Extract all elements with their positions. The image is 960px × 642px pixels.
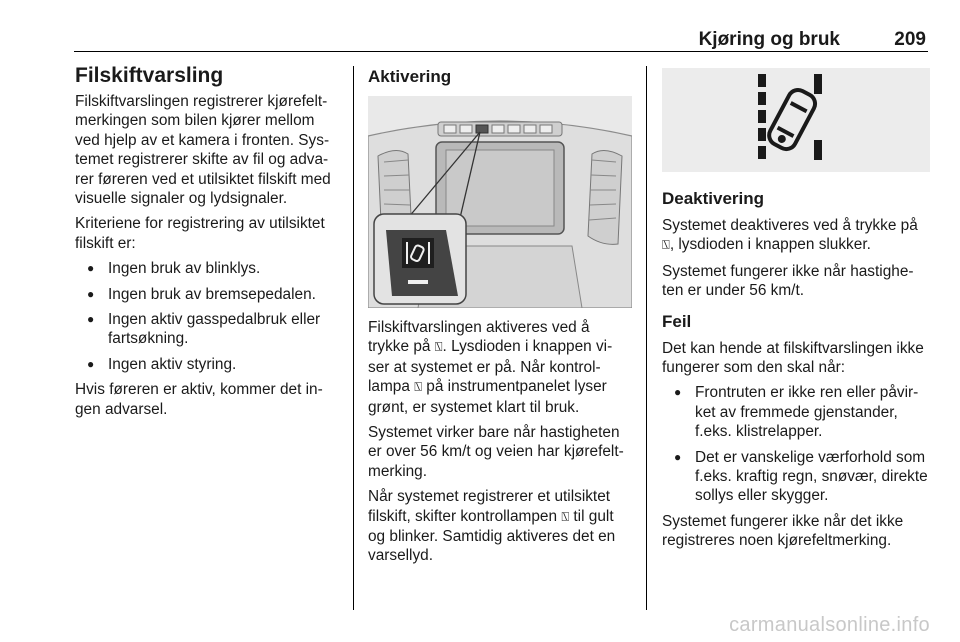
header-title: Kjøring og bruk: [698, 29, 840, 50]
column-left: [75, 64, 343, 425]
fault-list: [662, 383, 930, 505]
paragraph: Systemet virker bare når hastigheten er over 56 km/t og veien har kjørefelt-merking.: [368, 424, 624, 480]
paragraph: Systemet fungerer ikke når hastighe-ten er under 56 km/t.: [662, 262, 914, 300]
list-item: ● Det er vanskelige værforhold som f.eks. kraftig regn, snøvær, direkte sollys eller skygger.: [662, 448, 930, 506]
list-item: ● Ingen bruk av bremsepedalen.: [75, 285, 343, 304]
lane-departure-icon: ⍂: [414, 380, 423, 396]
lane-departure-icon: ⍂: [662, 238, 670, 254]
list-item: ● Ingen aktiv gasspedalbruk eller fartsøkning.: [75, 310, 343, 349]
paragraph: Filskiftvarslingen aktiveres ved å trykke på ⍂. Lysdioden i knappen vi-ser at systemet er på. Når kontrol-lampa ⍂ på instrumentpanelet lyser grønt, er systemet klart til bruk.: [368, 319, 613, 416]
section-heading-aktivering: Aktivering: [368, 67, 452, 86]
lane-departure-symbol-illustration: [662, 68, 930, 172]
column-divider: [353, 66, 354, 610]
section-heading-feil: Feil: [662, 311, 692, 331]
list-item: ● Frontruten er ikke ren eller påvir-ket av fremmede gjenstander, f.eks. klistrelapper.: [662, 383, 930, 441]
paragraph: Når systemet registrerer et utilsiktet filskift, skifter kontrollampen ⍂ til gult og blinker. Samtidig aktiveres det en varsellyd.: [368, 488, 616, 565]
paragraph: Filskiftvarslingen registrerer kjørefelt-merkingen som bilen kjører mellom ved hjelp av et kamera i fronten. Sys-temet registrerer skifte av fil og adva-rer føreren ved et utilsiktet filskift med visuelle signaler og lydsignaler.: [75, 93, 331, 208]
page-header: [74, 29, 928, 52]
paragraph: Systemet fungerer ikke når det ikke registreres noen kjørefeltmerking.: [662, 512, 904, 550]
lane-departure-icon: ⍂: [434, 340, 443, 356]
column-divider: [646, 66, 647, 610]
paragraph: Det kan hende at filskiftvarslingen ikke fungerer som den skal når:: [662, 339, 924, 377]
paragraph: Systemet deaktiveres ved å trykke på ⍂, lysdioden i knappen slukker.: [662, 217, 918, 254]
list-item: ● Ingen aktiv styring.: [75, 355, 343, 374]
criteria-list: [75, 259, 343, 374]
section-heading-deaktivering: Deaktivering: [662, 189, 765, 208]
column-middle: [368, 66, 632, 572]
paragraph: Hvis føreren er aktiv, kommer det in-gen advarsel.: [75, 381, 323, 418]
paragraph: Kriteriene for registrering av utilsiktet filskift er:: [75, 215, 325, 252]
lane-departure-icon: ⍂: [561, 509, 570, 525]
watermark: carmanualsonline.info: [729, 614, 930, 636]
section-heading-filskiftvarsling: Filskiftvarsling: [75, 64, 224, 87]
page-number: 209: [894, 29, 926, 50]
dashboard-illustration: [368, 96, 632, 308]
list-item: ● Ingen bruk av blinklys.: [75, 259, 343, 278]
column-right: [662, 68, 930, 557]
